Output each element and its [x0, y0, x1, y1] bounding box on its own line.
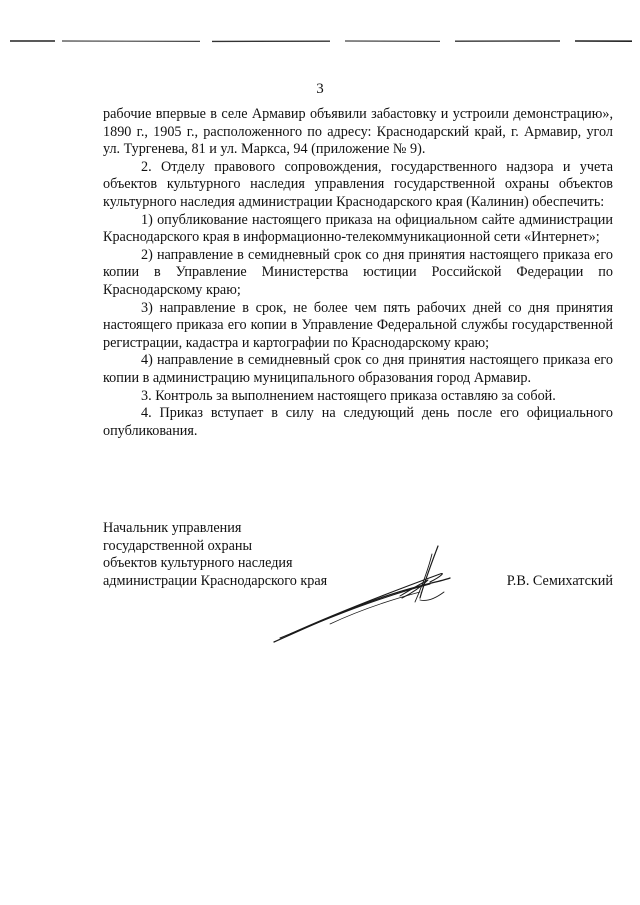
paragraph-item-2: 2. Отделу правового сопровождения, государственного надзора и учета объектов культурного наследия управления государственной охраны объектов культурного наследия администрации Краснодарского края (Калинин) обеспечить: [103, 158, 613, 210]
paragraph-subitem-1: 1) опубликование настоящего приказа на официальном сайте администрации Краснодарского края в информационно-телекоммуникационной сети «Интернет»; [103, 211, 613, 246]
signer-title-line: администрации Краснодарского края [103, 572, 328, 589]
signer-name: Р.В. Семихатский [506, 572, 613, 589]
paragraph-item-3: 3. Контроль за выполнением настоящего приказа оставляю за собой. [141, 387, 556, 404]
handwritten-signature [270, 540, 470, 650]
paragraph-item-4: 4. Приказ вступает в силу на следующий день после его официального опубликования. [103, 405, 613, 439]
scan-edge-line [0, 38, 640, 44]
body-text [103, 106, 613, 440]
signer-title-line: объектов культурного наследия [103, 555, 293, 572]
paragraph-subitem-2: 2) направление в семидневный срок со дня принятия настоящего приказа его копии в Управление Министерства юстиции Российской Федерации по Краснодарскому краю; [103, 246, 613, 298]
paragraph-continuation: рабочие впервые в селе Армавир объявили забастовку и устроили демонстрацию», 1890 г., 1905 г., расположенного по адресу: Краснодарский край, г. Армавир, угол ул. Тургенева, 81 и ул. Маркса, 94 (приложение № 9). [103, 106, 613, 158]
page-number: 3 [316, 81, 324, 97]
paragraph-subitem-3: 3) направление в срок, не более чем пять рабочих дней со дня принятия настоящего приказа его копии в Управление Федеральной службы государственной регистрации, кадастра и картографии по Краснодарскому краю; [103, 299, 613, 351]
paragraph-subitem-4: 4) направление в семидневный срок со дня принятия настоящего приказа его копии в администрацию муниципального образования город Армавир. [103, 352, 613, 386]
signer-title-line: государственной охраны [103, 537, 253, 554]
signer-title-line: Начальник управления [103, 520, 242, 536]
